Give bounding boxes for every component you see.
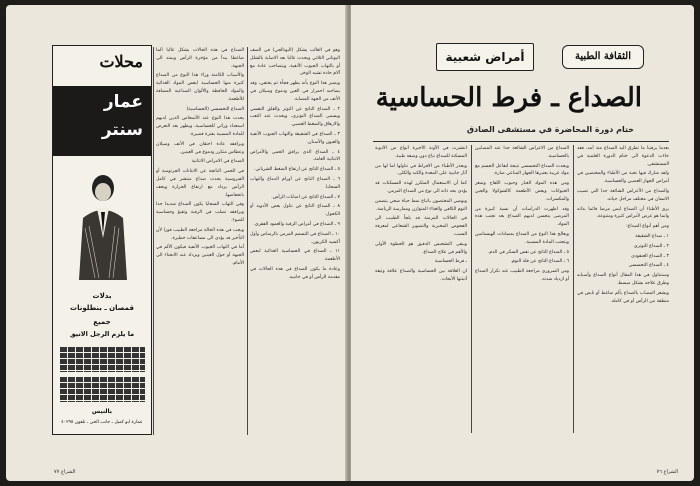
section-label-medical-culture: الثقافة الطبية — [562, 45, 644, 69]
paragraph: الصداع في الامراض الانتانية — [191, 159, 244, 165]
paragraph: ٦ ـ الصداع الناتج عن قلة النوم. — [510, 259, 569, 265]
paragraph: ١١ ـ الصداع في الحساسية الغذائية لبعض الأطعمة. — [250, 249, 340, 263]
right-article-column-3 — [375, 145, 467, 435]
paragraph: ٦ ـ الصداع الناتج عن أورام الدماغ والتهاب السحايا. — [250, 176, 340, 190]
paragraph: الصداع في هذه الحالات يشكل غالبا ألما ضاغطا يبدأ من مؤخرة الرأس ويمتد الى الجبهة. — [156, 48, 244, 69]
left-page — [6, 5, 347, 481]
left-article-column-1 — [250, 47, 340, 437]
title-underline — [373, 141, 669, 142]
paragraph: ويبقى التشخيص الدقيق هو الخطوة الأولى والأهم في علاج الصداع. — [375, 241, 467, 255]
paragraph: وهو في الغالب يشكل (اليونالجي) في الصف اليوناني الثلاثي ويحدث غالبا بعد الاصابة بالشلل أو بالتهاب الجيوب الأنفية، ويتصاحب عادة مع آلام حادة تشبه الوخز. — [250, 48, 340, 77]
paragraph: ومن هذه المواد الغبار وحبوب اللقاح وشعر الحيوانات وبعض الأطعمة كالشوكولا والجبن والمكسرات. — [475, 181, 569, 202]
paragraph: كما أن الاستعمال المتكرر لهذه المسكنات قد يؤدي بحد ذاته الى نوع من الصداع المزمن. — [375, 181, 467, 194]
ad-header — [53, 46, 151, 86]
paragraph: ولقد شارك فيها نخبة من الأطباء والمختصين في أمراض الجهاز العصبي والحساسية. — [577, 171, 669, 185]
paragraph: ٤ ـ الصداع التحسسي — [628, 263, 669, 269]
paragraph: ٥ ـ الصداع الناتج عن نقص السكر في الدم. — [487, 249, 569, 255]
column-divider — [471, 145, 472, 433]
column-divider — [247, 47, 248, 435]
paragraph: ٧ ـ الصداع الناتج عن اصابات الرأس. — [271, 194, 340, 200]
paragraph: وسنتناول في هذا المقال أنواع الصداع وأسبابه وطرق علاجه بشكل مبسط. — [577, 273, 669, 286]
paragraph: ٣ ـ الصداع العنقودي — [631, 253, 669, 259]
clothing-store-advertisement — [52, 45, 152, 435]
right-article-column-2 — [475, 145, 569, 435]
paragraph: ويجب في هذه الحالة مراجعة الطبيب فورا لأن التأخير قد يؤدي الى مضاعفات خطيرة. — [156, 227, 244, 241]
paragraph: ومن الضروري مراجعة الطبيب عند تكرار الصداع أو ازدياد شدته. — [475, 269, 569, 282]
paragraph: ويحذر الأطباء من الافراط في تناولها لما لها من آثار جانبية على المعدة والكبد والكلى. — [375, 163, 467, 177]
article-subtitle: ختام دورة المحاضرة في مستشفى الصادق — [466, 125, 634, 134]
paragraph: يرى الأطباء أن الصداع ليس مرضا قائما بذاته وانما هو عرض لأمراض كثيرة ومتنوعة. — [577, 206, 669, 220]
paragraph: ٢ ـ الصداع التوتري — [633, 243, 669, 249]
column-divider — [153, 47, 154, 435]
right-article-column-1 — [577, 145, 669, 435]
paragraph: أما في التهاب الجيوب الأنفية فيكون الألم في الجبهة أو حول العينين ويزداد عند الانحناء الى الأمام. — [156, 245, 244, 266]
paragraph: الصداع من الاعراض الشائعة جدا عند المصابين بالحساسية. — [475, 146, 569, 159]
paragraph: في الحالات المزمنة قد يلجأ الطبيب الى الفحوص المخبرية والتصوير الشعاعي لمعرفة السبب. — [375, 216, 467, 237]
paragraph: ٨ ـ الصداع الناتج عن تناول بعض الأدوية أو الكحول. — [250, 204, 340, 218]
ad-line-all: جميع — [93, 318, 111, 326]
ad-pattern-block — [59, 346, 145, 372]
paragraph: في الحمى الناتجة عن الانتانات الجرثومية أو الفيروسية يحدث صداع منتشر في كامل الرأس يزداد مع ارتفاع الحرارة ويخف بانخفاضها. — [156, 169, 244, 198]
paragraph: ٣ ـ الصداع في الشقيقة والتهاب الجيوب الأنفية والعيون والأسنان. — [250, 131, 340, 145]
ad-brand-text: محلات — [99, 52, 143, 71]
magazine-spread — [6, 5, 694, 481]
ad-store-name-line1: عمار — [103, 92, 143, 112]
paragraph: ويعالج هذا النوع من الصداع بمضادات الهيستامين وبتجنب المادة المسببة. — [475, 231, 569, 245]
paragraph: ويتميز هذا النوع بأنه يظهر فجأة ثم يختفي، وقد يصاحبه احمرار في العين ودموع وسيلان في الأنف من الجهة المصابة. — [250, 81, 340, 102]
paragraph: الصداع التحسسي (الحساسية) — [186, 106, 244, 112]
right-page-number: الشراع ٧٦ — [656, 469, 678, 475]
ad-line-location: بالنيس — [91, 408, 113, 415]
paragraph: ان العلاقة بين الحساسية والصداع علاقة وثيقة أثبتتها الأبحاث. — [375, 269, 467, 282]
right-page — [351, 5, 694, 481]
ad-address: عمارة ابو كميل ـ جانب الحي ـ تلفون ٤٠٢٩٥ — [61, 420, 143, 425]
paragraph: ٩ ـ الصداع في أمراض الرقبة والعمود الفقري. — [253, 221, 340, 227]
paragraph: وقد اظهرت الدراسات أن نسبة كبيرة من المرضى يتحسن لديهم الصداع بعد تجنب هذه المواد. — [475, 206, 569, 228]
paragraph: ٤ ـ الصداع الذي يرافق الحمى والأمراض الانتانية العامة. — [250, 149, 340, 163]
paragraph: وفي التهاب السحايا يكون الصداع شديدا جدا ويرافقه تصلب في الرقبة وتقيؤ وحساسية للضوء. — [156, 202, 244, 223]
ad-store-name-line2: سنتر — [101, 120, 143, 140]
ad-pattern-block — [59, 376, 145, 402]
paragraph: والصداع من الأعراض الشائعة جدا التي تصيب الانسان في مختلف مراحل حياته. — [577, 188, 669, 202]
section-box-popular-diseases: أمراض شعبية — [436, 43, 534, 71]
paragraph: والأسباب الكامنة وراء هذا النوع من الصداع كثيرة منها الحساسية لبعض المواد الغذائية والمواد الحافظة والألوان الصناعية المضافة للأطعمة. — [156, 73, 244, 102]
ad-line-elegant-man: ما يلزم الرجل الانيق — [69, 330, 135, 338]
left-article-column-2 — [156, 47, 244, 437]
left-page-number: الشراع ٧٧ — [54, 469, 76, 475]
paragraph: ويرافقه عادة احتقان في الأنف وسيلان وعطاس متكرر ودموع في العينين. — [156, 141, 244, 155]
paragraph: بعدما يرقبنا ما تطرق اليه الصداع منذ أمد، فقد جاءت الدعوة الى ختام الدورة العلمية في المستشفى. — [577, 146, 669, 167]
column-divider — [573, 145, 574, 433]
paragraph: ١ ـ صداع الشقيقة — [635, 233, 669, 239]
ad-line-suits: بدلات — [92, 292, 112, 300]
man-in-suit-illustration — [75, 168, 129, 280]
paragraph: ـ فرط الحساسية — [434, 259, 467, 265]
paragraph: ويشعر المصاب بالصداع بألم ضاغط أو نابض في منطقة من الرأس أو في كامله. — [577, 290, 669, 304]
paragraph: وعادة ما يكون الصداع في هذه الحالات في مقدمة الرأس أو في جانبيه. — [250, 266, 340, 280]
paragraph: ويوصي المختصون باتباع نمط حياة صحي يتضمن النوم الكافي والغذاء المتوازن وممارسة الرياضة. — [375, 198, 467, 212]
paragraph: ٢ ـ الصداع الناتج عن التوتر والقلق النفسي ويسمى الصداع التوتري، ويحدث عند التعب والارهاق والضغط العصبي. — [250, 106, 340, 128]
article-title: الصداع ـ فرط الحساسية — [375, 83, 642, 113]
paragraph: ٥ ـ الصداع الناتج عن ارتفاع الضغط الشرياني. — [253, 167, 340, 173]
paragraph: ويحدث الصداع التحسسي نتيجة لتفاعل الجسم مع مواد غريبة يعتبرها الجهاز المناعي ضارة. — [475, 163, 569, 177]
ad-line-shirts-trousers: قمصان ـ بنطلونات — [70, 304, 134, 312]
paragraph: ومن أهم أنواع الصداع: — [626, 224, 669, 230]
paragraph: ١٠ ـ الصداع في التسمم المزمن بالرصاص وأول أكسيد الكربون. — [250, 231, 340, 245]
paragraph: يحدث هذا النوع عند الأشخاص الذين لديهم استعداد وراثي للحساسية، ويظهر بعد التعرض للمادة المسببة بفترة قصيرة. — [156, 116, 244, 137]
paragraph: انتشرت في الآونة الأخيرة أنواع من الأدوية المسكنة للصداع تباع دون وصفة طبية. — [375, 146, 467, 159]
